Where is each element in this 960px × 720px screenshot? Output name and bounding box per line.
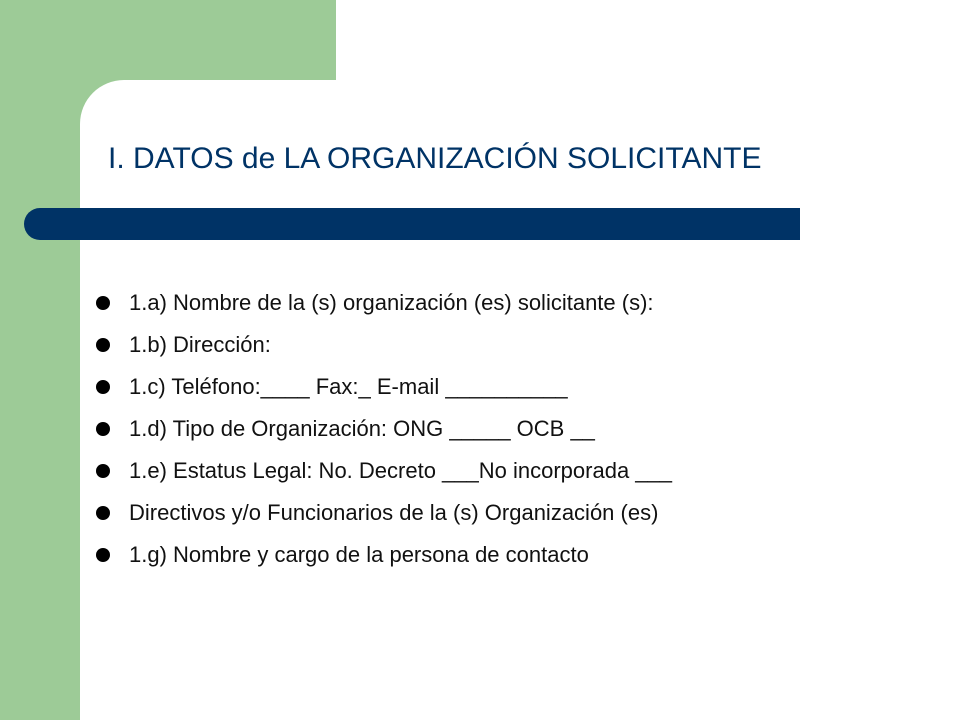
- bullet-icon: [96, 296, 110, 310]
- bullet-icon: [96, 422, 110, 436]
- bullet-icon: [96, 548, 110, 562]
- list-item-text: 1.c) Teléfono:____ Fax:_ E-mail __________: [129, 374, 568, 399]
- list-item: [96, 492, 936, 534]
- list-item: [96, 282, 936, 324]
- title-underline-bar: [24, 208, 800, 240]
- bullet-icon: [96, 338, 110, 352]
- list-item: [96, 534, 936, 576]
- bullet-icon: [96, 506, 110, 520]
- decorative-green-band: [0, 0, 336, 80]
- list-item-text: 1.d) Tipo de Organización: ONG _____ OCB __: [129, 416, 595, 441]
- slide-title: I. DATOS de LA ORGANIZACIÓN SOLICITANTE: [108, 142, 762, 175]
- bullet-icon: [96, 380, 110, 394]
- list-item-text: 1.e) Estatus Legal: No. Decreto ___No incorporada ___: [129, 458, 672, 483]
- list-item-text: 1.g) Nombre y cargo de la persona de contacto: [129, 542, 589, 567]
- bullet-list: [96, 282, 936, 576]
- list-item: [96, 324, 936, 366]
- bullet-icon: [96, 464, 110, 478]
- list-item-text: Directivos y/o Funcionarios de la (s) Organización (es): [129, 500, 659, 525]
- list-item: [96, 450, 936, 492]
- list-item-text: 1.b) Dirección:: [129, 332, 271, 357]
- list-item-text: 1.a) Nombre de la (s) organización (es) solicitante (s):: [129, 290, 654, 315]
- list-item: [96, 366, 936, 408]
- decorative-white-corner: [336, 0, 960, 81]
- list-item: [96, 408, 936, 450]
